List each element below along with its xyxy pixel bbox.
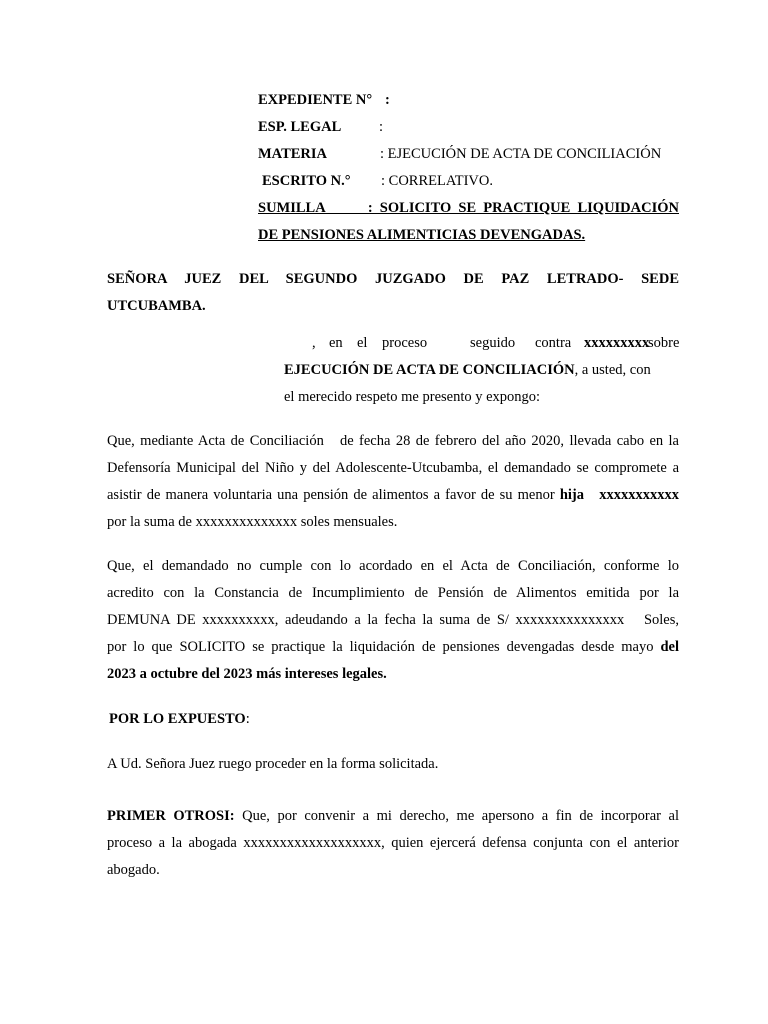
por-lo-expuesto-colon: :: [245, 711, 250, 727]
para1-line-2: Defensoría Municipal del Niño y del Adolescente-Utcubamba, el demandado se compromete a: [107, 460, 679, 476]
addressee-line-1: SEÑORA JUEZ DEL SEGUNDO JUZGADO DE PAZ LETRADO- SEDE: [107, 271, 679, 287]
para2-line-4-text: por lo que SOLICITO se practique la liquidación de pensiones devengadas desde mayo: [107, 639, 654, 655]
por-lo-expuesto: [109, 706, 681, 733]
esp-legal-row: [258, 119, 680, 139]
para2-line-5: 2023 a octubre del 2023 más intereses legales.: [107, 666, 387, 682]
esp-legal-sep: :: [379, 119, 384, 135]
intro-comma: ,: [312, 335, 316, 351]
otrosi-line-3: abogado.: [107, 862, 160, 878]
expediente-label: EXPEDIENTE N°: [258, 92, 373, 108]
materia-label: MATERIA: [258, 146, 328, 162]
para1-line-4: por la suma de xxxxxxxxxxxxxx soles mensuales.: [107, 514, 398, 530]
materia-row: [258, 146, 680, 166]
otrosi-line-2: proceso a la abogada xxxxxxxxxxxxxxxxxxx, quien ejercerá defensa conjunta con el anterior: [107, 835, 679, 851]
para1-line-3-text: asistir de manera voluntaria una pensión de alimentos a favor de su menor: [107, 487, 555, 503]
request-line: A Ud. Señora Juez ruego proceder en la forma solicitada.: [107, 756, 439, 772]
escrito-label: ESCRITO N.°: [262, 173, 351, 189]
intro-defendant: xxxxxxxxx: [584, 335, 650, 351]
expediente-sep: :: [385, 92, 390, 108]
intro-subject: EJECUCIÓN DE ACTA DE CONCILIACIÓN: [284, 362, 575, 378]
para1-line-1: Que, mediante Acta de Conciliación de fecha 28 de febrero del año 2020, llevada cabo en la: [107, 433, 679, 449]
intro-line-1: [284, 330, 679, 357]
escrito-value: : CORRELATIVO.: [381, 173, 493, 189]
por-lo-expuesto-label: POR LO EXPUESTO: [109, 711, 246, 727]
otrosi-label: PRIMER OTROSI:: [107, 808, 235, 824]
para2-line-3: DEMUNA DE xxxxxxxxxx, adeudando a la fecha la suma de S/ xxxxxxxxxxxxxxx Soles,: [107, 612, 679, 628]
paragraph-1: [107, 428, 679, 536]
esp-legal-label: ESP. LEGAL: [258, 119, 342, 135]
intro-line-2: [284, 357, 679, 384]
para1-daughter: hija xxxxxxxxxxx: [559, 487, 680, 503]
para1-line-3: [107, 482, 679, 509]
sumilla-line-1: SUMILLA : SOLICITO SE PRACTIQUE LIQUIDACIÓN: [258, 200, 679, 216]
expediente-row: [258, 92, 680, 112]
intro-word-seguido: seguido: [470, 335, 516, 351]
intro-line-3: el merecido respeto me presento y expongo:: [284, 389, 541, 405]
addressee-line-2: UTCUBAMBA.: [107, 298, 206, 314]
intro-word-en: en: [329, 335, 343, 351]
intro-paragraph: [284, 330, 679, 411]
escrito-row: [258, 173, 680, 193]
intro-word-proceso: proceso: [382, 335, 428, 351]
addressee: [107, 266, 679, 320]
para2-line-1: Que, el demandado no cumple con lo acordado en el Acta de Conciliación, conforme lo: [107, 558, 679, 574]
otrosi-line-1: [107, 803, 679, 830]
intro-line-2-rest: , a usted, con: [574, 362, 651, 378]
intro-word-sobre: sobre: [648, 335, 680, 351]
para2-line-2: acredito con la Constancia de Incumplimiento de Pensión de Alimentos emitida por la: [107, 585, 679, 601]
paragraph-2: [107, 553, 679, 688]
intro-word-el: el: [357, 335, 368, 351]
intro-word-contra: contra: [535, 335, 572, 351]
para2-line-4: [107, 634, 679, 661]
sumilla-line-2: DE PENSIONES ALIMENTICIAS DEVENGADAS.: [258, 227, 586, 243]
materia-value: : EJECUCIÓN DE ACTA DE CONCILIACIÓN: [380, 146, 662, 162]
para2-line-4-bold: del: [660, 639, 680, 655]
otrosi-line-1-text: Que, por convenir a mi derecho, me apersono a fin de incorporar al: [234, 808, 679, 824]
primer-otrosi: [107, 803, 679, 884]
sumilla: [258, 195, 679, 249]
